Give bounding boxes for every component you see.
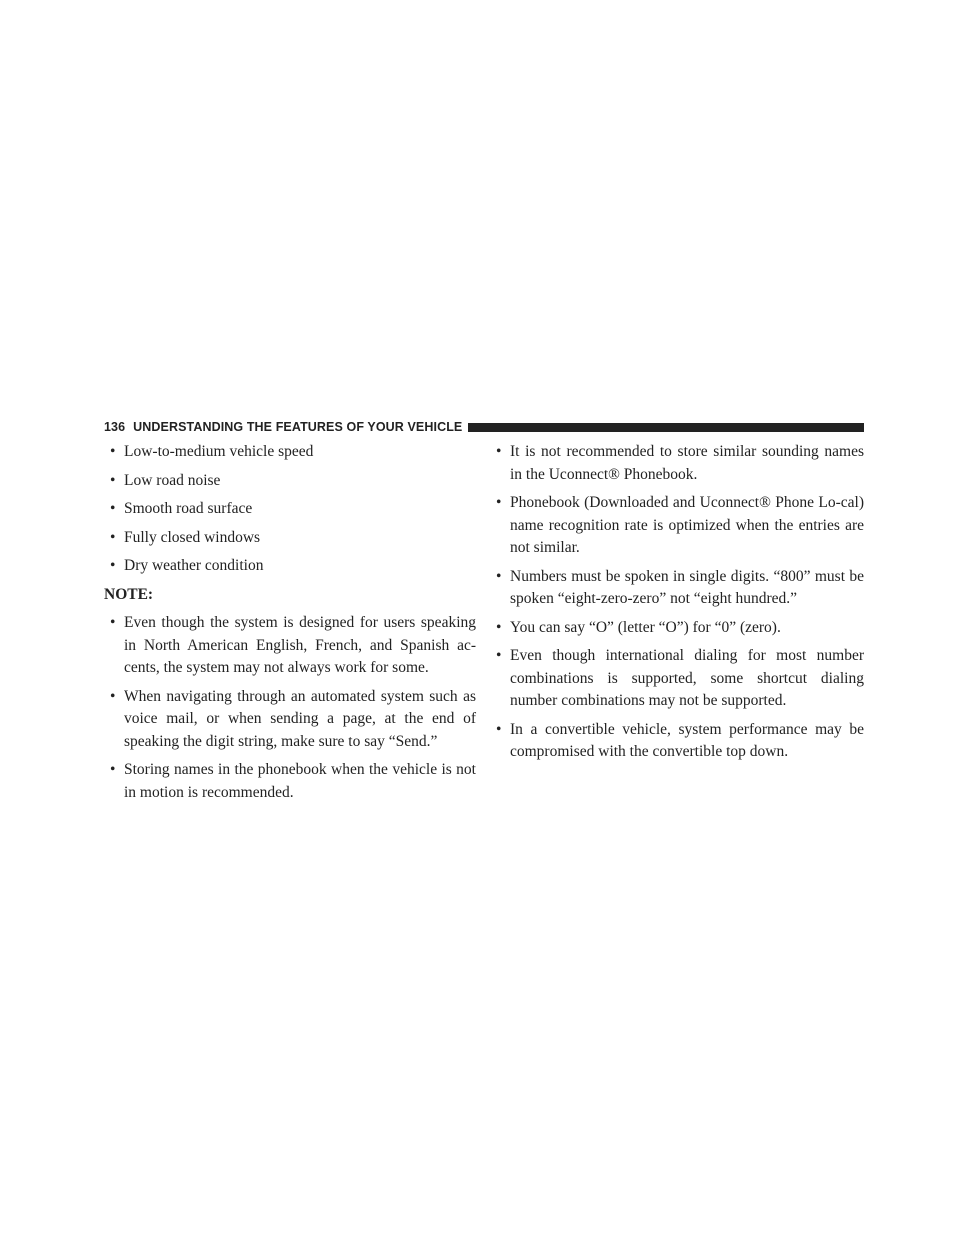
- list-item: [104, 441, 476, 464]
- list-item-text: Numbers must be spoken in single digits. “800” must be spoken “eight-zero-zero” not “eight hundred.”: [510, 567, 864, 607]
- list-item: [490, 719, 864, 764]
- list-item: [104, 555, 476, 578]
- list-item: [490, 441, 864, 486]
- list-item: [104, 470, 476, 493]
- list-item: [490, 617, 864, 640]
- list-item: [104, 527, 476, 550]
- bullet-icon: •: [496, 494, 502, 511]
- page-number: 136: [104, 420, 126, 434]
- list-item-text: Smooth road surface: [124, 500, 253, 517]
- list-item-text: Dry weather condition: [124, 557, 264, 574]
- bullet-icon: •: [496, 443, 502, 460]
- list-item-text: Phonebook (Downloaded and Uconnect® Phone Lo-cal) name recognition rate is optimized when the entries are not similar.: [510, 494, 864, 556]
- note-label: NOTE:: [104, 585, 154, 603]
- section-title: UNDERSTANDING THE FEATURES OF YOUR VEHICLE: [133, 420, 463, 434]
- bullet-icon: •: [110, 614, 116, 631]
- bullet-icon: •: [110, 500, 116, 517]
- list-item: [490, 645, 864, 713]
- list-item: [104, 498, 476, 521]
- list-item-text: You can say “O” (letter “O”) for “0” (zero).: [510, 618, 781, 636]
- page-header: [104, 418, 864, 436]
- bullet-icon: •: [110, 761, 116, 778]
- list-item-text: Low road noise: [124, 471, 221, 489]
- bullet-icon: •: [110, 471, 116, 489]
- header-rule: [468, 423, 864, 432]
- list-item-text: Fully closed windows: [124, 528, 261, 546]
- left-column: [104, 441, 476, 810]
- list-item: [490, 492, 864, 560]
- list-item-text: Low-to-medium vehicle speed: [124, 443, 314, 460]
- list-item-text: Even though the system is designed for users speaking in North American English, French, and Spanish ac-cents, the system may not always work for some.: [124, 614, 476, 676]
- list-item-text: It is not recommended to store similar sounding names in the Uconnect® Phonebook.: [510, 443, 864, 483]
- bullet-icon: •: [110, 443, 116, 460]
- list-item-text: Storing names in the phonebook when the vehicle is not in motion is recommended.: [124, 761, 476, 801]
- right-column: [490, 441, 864, 770]
- list-item: [104, 759, 476, 804]
- bullet-icon: •: [496, 647, 502, 664]
- list-item: [104, 612, 476, 680]
- list-item: [490, 566, 864, 611]
- bullet-icon: •: [496, 567, 502, 585]
- bullet-icon: •: [496, 618, 502, 636]
- bullet-icon: •: [110, 557, 116, 574]
- list-item-text: In a convertible vehicle, system performance may be compromised with the convertible top down.: [510, 720, 864, 760]
- bullet-icon: •: [110, 687, 116, 705]
- list-item: [104, 686, 476, 754]
- bullet-icon: •: [110, 528, 116, 546]
- bullet-icon: •: [496, 720, 502, 738]
- list-item-text: Even though international dialing for most number combinations is supported, some shortcut dialing number combinations may not be supported.: [510, 647, 864, 709]
- list-item-text: When navigating through an automated system such as voice mail, or when sending a page, at the end of speaking the digit string, make sure to say “Send.”: [124, 687, 476, 750]
